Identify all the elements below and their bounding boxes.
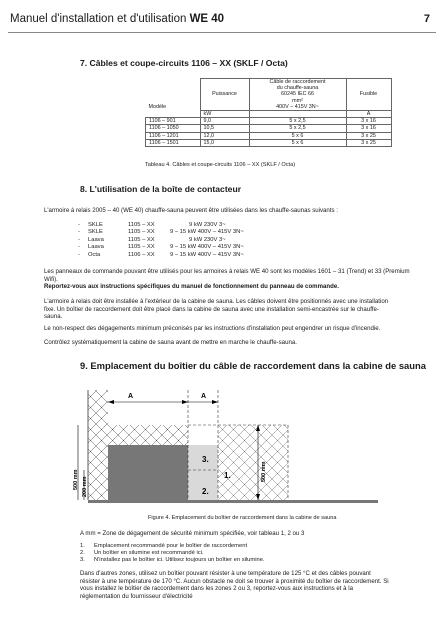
list-item: 1. Emplacement recommandé pour le boîtier de raccordement	[80, 543, 248, 549]
table-row: 1106 – 901 9,0 5 x 2,5 3 x 16	[146, 118, 392, 125]
unit-a: A	[346, 111, 391, 118]
dim-500-left: 500 mm	[73, 469, 79, 490]
section-7-heading: 7. Câbles et coupe-circuits 1106 – XX (SKLF / Octa)	[80, 58, 288, 68]
table-caption: Tableau 4. Câbles et coupe-circuits 1106 – XX (SKLF / Octa)	[145, 162, 296, 168]
label-a-right: A	[201, 393, 207, 400]
cable-head-line: du chauffe-sauna	[249, 85, 346, 91]
zone-2-label: 2.	[202, 487, 209, 496]
table-row: 1106 – 1501 15,0 5 x 6 3 x 25	[146, 139, 392, 146]
figure-caption: Figure 4. Emplacement du boîtier de raccordement dans la cabine de sauna	[148, 515, 337, 521]
table-row: 1106 – 1050 10,5 5 x 2,5 3 x 16	[146, 125, 392, 132]
floor-line	[88, 500, 378, 503]
s8-paragraph-1: Les panneaux de commande pouvant être utilisés pour les armoires à relais WE 40 sont les modèles 1601 – 31 (Trend) et 33 (Premium Wifi). Reportez-vous aux instructions spécifiques du manuel de fonctionnement du panneau de commande.	[44, 268, 410, 291]
heater-block	[108, 445, 188, 500]
col-puissance-header: Puissance	[200, 79, 249, 111]
zone-1-label: 1.	[224, 471, 231, 480]
table-row: 1106 – 1201 12,0 5 x 6 3 x 25	[146, 132, 392, 139]
cable-head-line: mm²	[249, 98, 346, 104]
s8-paragraph-3: Le non-respect des dégagements minimum préconisés par les instructions d'installation peut engendrer un risque d'incendie.	[44, 325, 381, 332]
heater-list	[78, 222, 244, 259]
s8-intro: L'armoire à relais 2005 – 40 (WE 40) chauffe-sauna peuvent être utilisées dans les chauffe-saunas suivants :	[44, 207, 338, 214]
document-title: Manuel d'installation et d'utilisation WE 40	[10, 13, 225, 25]
list-item: 3. N'installez pas le boîtier ici. Utilisez toujours un boîtier en silumine.	[80, 557, 265, 564]
list-item: - Laava 1105 – XX 9 kW 230V 3~	[78, 236, 226, 243]
section-9-heading: 9. Emplacement du boîtier du câble de raccordement dans la cabine de sauna	[80, 360, 426, 371]
section-8-heading: 8. L'utilisation de la boîte de contacteur	[80, 184, 242, 194]
label-a-left: A	[128, 393, 134, 400]
s8-paragraph-2: L'armoire à relais doit être installée à l'extérieur de la cabine de sauna. Les câbles doivent être positionnés avec une installation fixe. Un boîtier de raccordement doit être placé dans la cabine de sauna avec une installation semi-encastrée sur le chauffe- sauna.	[44, 298, 389, 321]
zone-items	[80, 543, 265, 565]
col-modele-header: Modèle	[148, 104, 167, 111]
s8-paragraph-4: Contrôlez systématiquement la cabine de sauna avant de mettre en marche le chauffe-sauna.	[44, 339, 297, 346]
cable-head-line: 60245 IEC 66	[249, 91, 346, 97]
list-item: 2. Un boîtier en silumine est recommandé ici.	[80, 550, 204, 557]
final-paragraph: Dans d'autres zones, utilisez un boîtier pouvant résister à une température de 125 °C et des câbles pouvant résister à une température de 170 °C. Aucun obstacle ne doit se trouver à proximité du boîtier de raccordement. Si vous installez le boîtier de raccordement dans les zones 2 ou 3, reportez-vous aux instructions et à la réglementation du fournisseur d'électricité	[80, 570, 389, 600]
page-header	[8, 8, 436, 33]
page-number: 7	[423, 13, 430, 25]
sauna-diagram	[74, 380, 384, 510]
list-item: - SKLE 1105 – XX 9 kW 230V 3~	[78, 222, 226, 228]
zone-1-hatch	[218, 425, 288, 500]
zone-note: A mm = Zone de dégagement de sécurité minimum spécifiée, voir tableau 1, 2 ou 3	[80, 530, 305, 537]
list-item: - Laava 1105 – XX 9 – 15 kW 400V – 415V 3N~	[78, 244, 244, 251]
list-item: - SKLE 1105 – XX 9 – 15 kW 400V – 415V 3N~	[78, 229, 244, 236]
left-wall-hatch	[88, 390, 108, 500]
cable-table	[145, 78, 392, 147]
dim-200: 200 mm	[82, 476, 88, 497]
zone-3-label: 3.	[202, 455, 209, 464]
col-fusible-header: Fusible	[346, 79, 391, 111]
unit-kw: kW	[200, 111, 249, 118]
dim-500-right: 500 mm	[261, 461, 267, 482]
list-item: - Octa 1106 – XX 9 – 15 kW 400V – 415V 3N~	[78, 251, 244, 258]
cable-head-line: 400V – 415V 3N~	[249, 104, 346, 111]
cable-head-line: Câble de raccordement	[249, 79, 346, 86]
